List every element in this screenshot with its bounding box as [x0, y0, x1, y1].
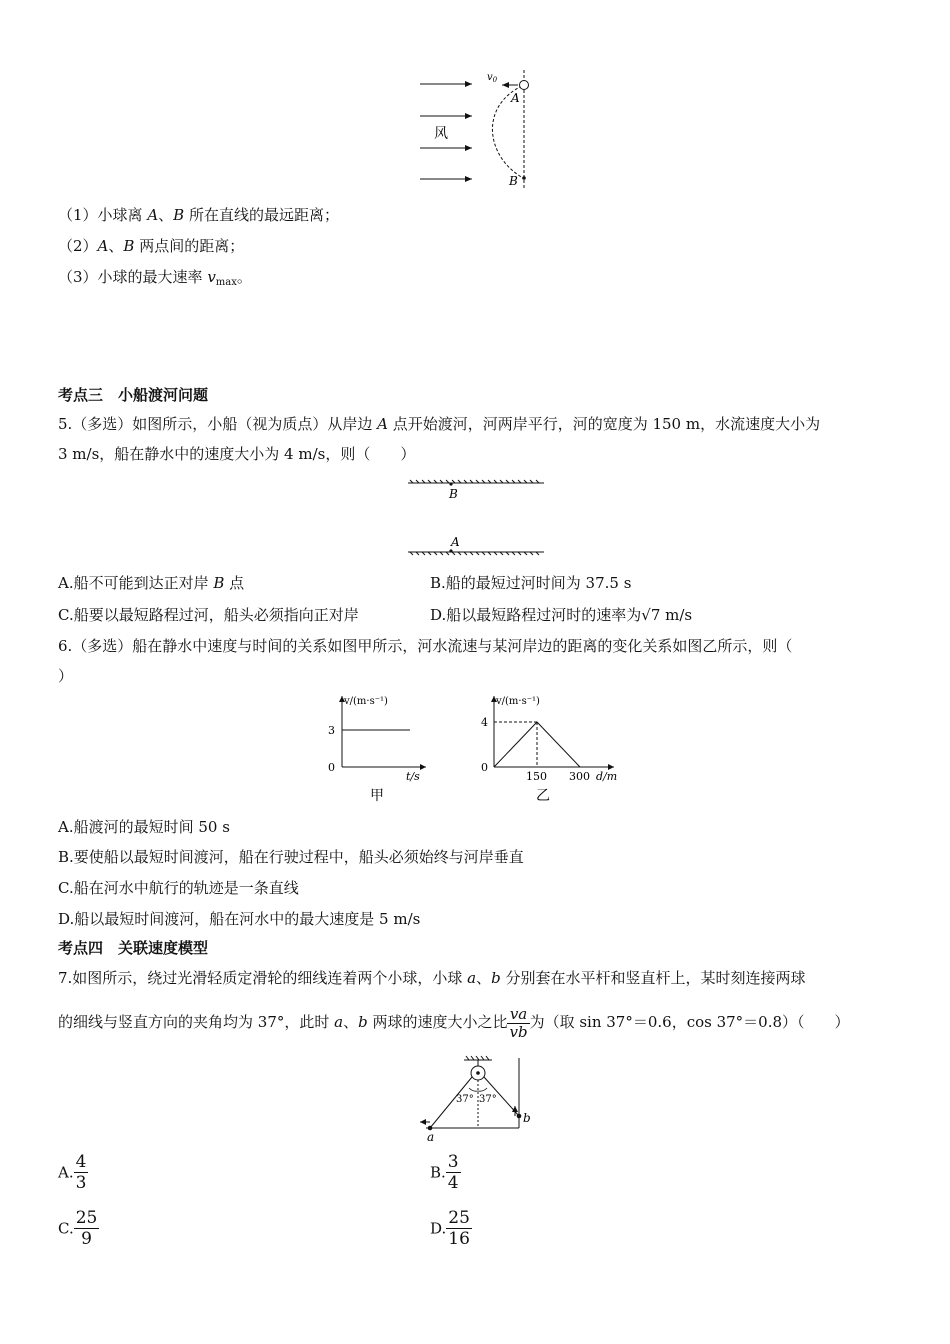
x-tick-300: 300	[569, 770, 590, 783]
x-axis-label: t/s	[406, 770, 420, 783]
q6-option-c[interactable]: C.船在河水中航行的轨迹是一条直线	[58, 879, 299, 897]
point-b-dot	[522, 176, 526, 180]
fraction: $\frac{3}{4}$	[447, 1152, 459, 1193]
q5-option-a[interactable]: A.船不可能到达正对岸 B 点	[58, 574, 245, 592]
q4-sub3: （3）小球的最大速率 $v_{max}$。	[58, 268, 252, 288]
fraction: $\frac{25}{9}$	[75, 1208, 98, 1249]
point-b-dot	[449, 482, 452, 485]
q4-sub2: （2）A、B 两点间的距离；	[58, 237, 245, 255]
fraction: $\frac{25}{16}$	[448, 1208, 470, 1249]
q6-option-b[interactable]: B.要使船以最短时间渡河，船在行驶过程中，船头必须始终与河岸垂直	[58, 848, 524, 866]
sqrt-7: √7	[641, 606, 661, 624]
top-bank	[408, 480, 544, 483]
y-axis-label: v/(m·s⁻¹)	[344, 696, 388, 707]
q5-line2: 3 m/s，船在静水中的速度大小为 4 m/s，则（ ）	[58, 445, 416, 463]
q6-option-a[interactable]: A.船渡河的最短时间 50 s	[58, 818, 230, 836]
origin-label: 0	[328, 761, 335, 774]
q5-option-b[interactable]: B.船的最短过河时间为 37.5 s	[430, 574, 632, 592]
section-4-title: 考点四 关联速度模型	[58, 939, 209, 957]
q7-line1: 7.如图所示，绕过光滑轻质定滑轮的细线连着两个小球，小球 a、b 分别套在水平杆和竖直杆上，某时刻连接两球	[58, 969, 806, 987]
point-a-label: A	[451, 535, 460, 549]
wind-trajectory-figure	[410, 66, 550, 192]
velocity-ratio: $\frac{va}{vb}$	[509, 1004, 528, 1041]
point-b-label: B	[509, 174, 518, 188]
q7-line2: 的细线与竖直方向的夹角均为 37°，此时 a、b 两球的速度大小之比 $\frac{va}{vb}$ 为（取 sin 37°＝0.6，cos 37°＝0.8）（ ）	[58, 1004, 850, 1041]
wind-label: 风	[434, 126, 448, 142]
pulley-axle	[476, 1071, 480, 1075]
q5-line1: 5.（多选）如图所示，小船（视为质点）从岸边 A 点开始渡河，河两岸平行，河的宽度为 150 m，水流速度大小为	[58, 415, 821, 433]
graph-jia	[318, 690, 438, 808]
q6-line2: ）	[58, 667, 74, 685]
bottom-bank	[408, 552, 544, 555]
q5-option-c[interactable]: C.船要以最短路程过河，船头必须指向正对岸	[58, 606, 359, 624]
ball-b	[517, 1114, 522, 1119]
q5-option-d[interactable]: D.船以最短路程过河时的速率为√7 m/s	[430, 606, 693, 624]
pulley-figure	[412, 1054, 542, 1146]
angle-arc-right	[478, 1088, 487, 1091]
angle-left-label: 37°	[456, 1094, 474, 1105]
ball-a-label: a	[427, 1130, 435, 1144]
q6-option-d[interactable]: D.船以最短时间渡河，船在河水中的最大速度是 5 m/s	[58, 910, 421, 928]
angle-right-label: 37°	[479, 1094, 497, 1105]
q4-sub1: （1）小球离 A、B 所在直线的最远距离；	[58, 206, 339, 224]
y-tick-3: 3	[328, 724, 335, 737]
q7-option-d[interactable]: D. $\frac{25}{16}$	[430, 1208, 470, 1249]
ball-a	[520, 81, 529, 90]
graph-caption: 乙	[536, 788, 550, 804]
q7-option-c[interactable]: C. $\frac{25}{9}$	[58, 1208, 98, 1249]
x-axis-label: d/m	[596, 770, 618, 783]
graph-caption: 甲	[370, 788, 384, 804]
point-b-label: B	[449, 487, 458, 501]
angle-arc-left	[469, 1088, 478, 1091]
origin-label: 0	[481, 761, 488, 774]
point-a-label: A	[511, 91, 520, 105]
q7-option-b[interactable]: B. $\frac{3}{4}$	[430, 1152, 459, 1193]
ceiling-mount	[464, 1056, 492, 1066]
point-a-dot	[449, 549, 452, 552]
v0-label: $v_0$	[487, 72, 498, 84]
section-3-title: 考点三 小船渡河问题	[58, 386, 209, 404]
q6-line1: 6.（多选）船在静水中速度与时间的关系如图甲所示，河水流速与某河岸边的距离的变化关系如图乙所示，则（	[58, 637, 793, 655]
x-tick-150: 150	[526, 770, 547, 783]
y-axis-label: v/(m·s⁻¹)	[496, 696, 540, 707]
fraction: $\frac{4}{3}$	[75, 1152, 87, 1193]
graph-yi	[474, 690, 630, 808]
river-banks-figure	[404, 474, 549, 560]
y-tick-4: 4	[481, 716, 488, 729]
q7-option-a[interactable]: A. $\frac{4}{3}$	[58, 1152, 87, 1193]
ball-b-label: b	[523, 1111, 531, 1125]
